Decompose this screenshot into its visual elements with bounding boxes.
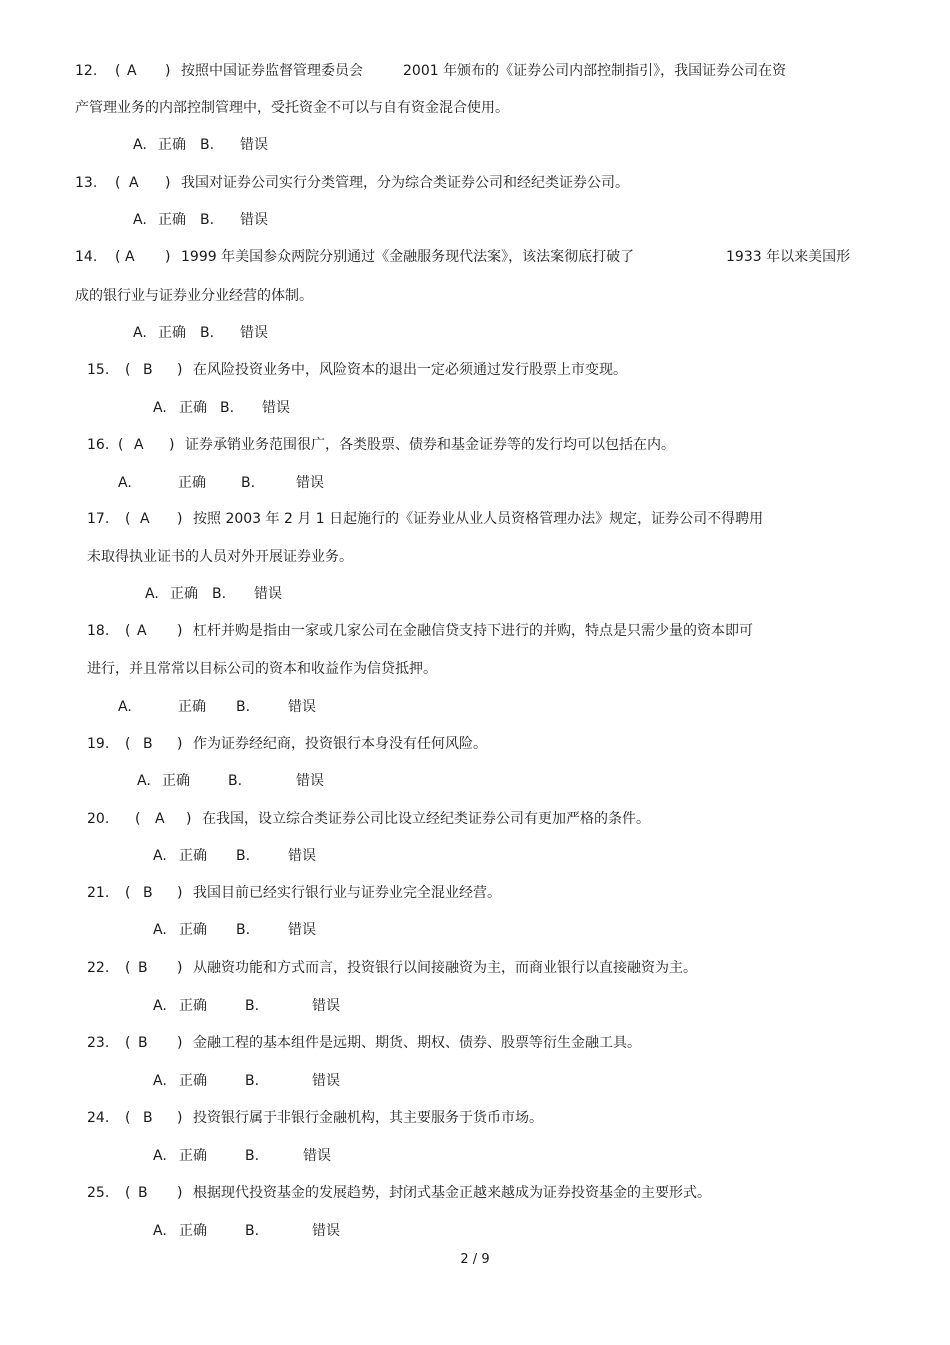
option-a-text: 正确 — [158, 212, 186, 228]
answer-letter: A — [127, 63, 137, 79]
option-b-text: 错误 — [254, 586, 282, 602]
paren-open: ( — [125, 511, 131, 527]
option-b-label: B. — [200, 325, 215, 341]
option-b-text: 错误 — [240, 212, 268, 228]
option-b-label: B. — [245, 1073, 260, 1089]
option-b-text: 错误 — [312, 1223, 340, 1239]
option-b-text: 错误 — [240, 137, 268, 153]
question-number: 25. — [87, 1185, 110, 1201]
question-text: 1933 年以来美国形 — [726, 249, 851, 265]
question-number: 23. — [87, 1035, 110, 1051]
question-text-continuation: 未取得执业证书的人员对外开展证券业务。 — [87, 549, 353, 565]
paren-open: ( — [125, 1035, 131, 1051]
option-a-text: 正确 — [178, 475, 206, 491]
option-b-text: 错误 — [303, 1148, 331, 1164]
option-a-label: A. — [153, 922, 167, 938]
question-number: 13. — [75, 175, 98, 191]
paren-close: ) — [177, 1185, 183, 1201]
answer-letter: B — [138, 1035, 148, 1051]
answer-letter: A — [137, 623, 147, 639]
option-a-label: A. — [153, 1223, 167, 1239]
question-number: 14. — [75, 249, 98, 265]
option-a-label: A. — [153, 998, 167, 1014]
answer-letter: A — [155, 811, 165, 827]
paren-close: ) — [169, 437, 175, 453]
option-b-label: B. — [220, 400, 235, 416]
option-a-text: 正确 — [158, 325, 186, 341]
paren-close: ) — [177, 623, 183, 639]
paren-open: ( — [125, 623, 131, 639]
option-a-text: 正确 — [162, 773, 190, 789]
option-a-label: A. — [133, 325, 147, 341]
question-number: 18. — [87, 623, 110, 639]
paren-open: ( — [115, 249, 121, 265]
option-b-text: 错误 — [296, 475, 324, 491]
option-b-label: B. — [228, 773, 243, 789]
paren-close: ) — [165, 249, 171, 265]
answer-letter: B — [143, 885, 153, 901]
question-text: 1999 年美国参众两院分别通过《金融服务现代法案》，该法案彻底打破了 — [181, 249, 635, 265]
option-a-label: A. — [118, 699, 132, 715]
option-a-text: 正确 — [179, 400, 207, 416]
paren-close: ) — [177, 1035, 183, 1051]
option-b-text: 错误 — [312, 998, 340, 1014]
question-number: 22. — [87, 960, 110, 976]
option-b-label: B. — [212, 586, 227, 602]
paren-open: ( — [125, 960, 131, 976]
question-text: 证券承销业务范围很广，各类股票、债券和基金证券等的发行均可以包括在内。 — [185, 437, 675, 453]
option-a-label: A. — [133, 137, 147, 153]
paren-open: ( — [135, 811, 141, 827]
answer-letter: A — [125, 249, 135, 265]
question-number: 19. — [87, 736, 110, 752]
option-a-text: 正确 — [179, 922, 207, 938]
option-b-text: 错误 — [312, 1073, 340, 1089]
answer-letter: B — [143, 362, 153, 378]
paren-close: ) — [177, 1110, 183, 1126]
question-text: 从融资功能和方式而言，投资银行以间接融资为主，而商业银行以直接融资为主。 — [193, 960, 697, 976]
option-b-label: B. — [236, 699, 251, 715]
question-text: 我国对证券公司实行分类管理，分为综合类证券公司和经纪类证券公司。 — [181, 175, 629, 191]
option-b-text: 错误 — [262, 400, 290, 416]
question-number: 24. — [87, 1110, 110, 1126]
paren-close: ) — [186, 811, 192, 827]
option-b-text: 错误 — [288, 699, 316, 715]
paren-open: ( — [125, 885, 131, 901]
question-number: 17. — [87, 511, 110, 527]
paren-open: ( — [125, 736, 131, 752]
option-a-label: A. — [133, 212, 147, 228]
option-a-label: A. — [137, 773, 151, 789]
option-a-label: A. — [153, 848, 167, 864]
option-b-text: 错误 — [296, 773, 324, 789]
question-text: 作为证券经纪商，投资银行本身没有任何风险。 — [193, 736, 487, 752]
question-text: 在我国，设立综合类证券公司比设立经纪类证券公司有更加严格的条件。 — [202, 811, 650, 827]
paren-open: ( — [125, 1110, 131, 1126]
option-a-label: A. — [118, 475, 132, 491]
option-b-label: B. — [245, 1223, 260, 1239]
question-text: 杠杆并购是指由一家或几家公司在金融信贷支持下进行的并购，特点是只需少量的资本即可 — [193, 623, 753, 639]
option-b-label: B. — [245, 998, 260, 1014]
question-text-continuation: 进行，并且常常以目标公司的资本和收益作为信贷抵押。 — [87, 661, 437, 677]
option-b-label: B. — [245, 1148, 260, 1164]
option-a-text: 正确 — [179, 1073, 207, 1089]
paren-close: ) — [177, 960, 183, 976]
option-a-text: 正确 — [179, 1148, 207, 1164]
option-b-label: B. — [236, 848, 251, 864]
question-number: 20. — [87, 811, 110, 827]
question-text: 按照中国证券监督管理委员会 — [181, 63, 363, 79]
option-a-text: 正确 — [179, 848, 207, 864]
option-a-label: A. — [145, 586, 159, 602]
paren-open: ( — [118, 437, 124, 453]
paren-open: ( — [125, 362, 131, 378]
answer-letter: B — [138, 960, 148, 976]
paren-open: ( — [115, 175, 121, 191]
question-text: 根据现代投资基金的发展趋势，封闭式基金正越来越成为证券投资基金的主要形式。 — [193, 1185, 711, 1201]
answer-letter: A — [129, 175, 139, 191]
question-number: 21. — [87, 885, 110, 901]
answer-letter: B — [143, 1110, 153, 1126]
option-a-label: A. — [153, 400, 167, 416]
paren-close: ) — [165, 175, 171, 191]
question-text-continuation: 产管理业务的内部控制管理中，受托资金不可以与自有资金混合使用。 — [75, 100, 509, 116]
question-text: 按照 2003 年 2 月 1 日起施行的《证券业从业人员资格管理办法》规定，证券公司不得聘用 — [193, 511, 764, 527]
paren-open: ( — [115, 63, 121, 79]
option-a-text: 正确 — [178, 699, 206, 715]
option-a-label: A. — [153, 1073, 167, 1089]
option-a-text: 正确 — [179, 1223, 207, 1239]
question-text: 我国目前已经实行银行业与证券业完全混业经营。 — [193, 885, 501, 901]
option-b-label: B. — [200, 212, 215, 228]
answer-letter: A — [134, 437, 144, 453]
option-b-text: 错误 — [240, 325, 268, 341]
question-text: 金融工程的基本组件是远期、期货、期权、债券、股票等衍生金融工具。 — [193, 1035, 641, 1051]
option-a-text: 正确 — [179, 998, 207, 1014]
paren-close: ) — [177, 511, 183, 527]
answer-letter: B — [143, 736, 153, 752]
question-number: 12. — [75, 63, 98, 79]
answer-letter: B — [138, 1185, 148, 1201]
option-b-label: B. — [241, 475, 256, 491]
question-text: 2001 年颁布的《证券公司内部控制指引》，我国证券公司在资 — [403, 63, 787, 79]
option-b-text: 错误 — [288, 922, 316, 938]
question-number: 15. — [87, 362, 110, 378]
option-a-text: 正确 — [158, 137, 186, 153]
paren-close: ) — [165, 63, 171, 79]
paren-close: ) — [177, 362, 183, 378]
answer-letter: A — [140, 511, 150, 527]
paren-open: ( — [125, 1185, 131, 1201]
paren-close: ) — [177, 736, 183, 752]
option-b-text: 错误 — [288, 848, 316, 864]
option-a-text: 正确 — [170, 586, 198, 602]
option-b-label: B. — [236, 922, 251, 938]
question-number: 16. — [87, 437, 110, 453]
question-text-continuation: 成的银行业与证券业分业经营的体制。 — [75, 288, 313, 304]
question-text: 投资银行属于非银行金融机构，其主要服务于货币市场。 — [193, 1110, 543, 1126]
paren-close: ) — [177, 885, 183, 901]
question-text: 在风险投资业务中，风险资本的退出一定必须通过发行股票上市变现。 — [193, 362, 627, 378]
page-number: 2 / 9 — [460, 1252, 490, 1267]
option-b-label: B. — [200, 137, 215, 153]
option-a-label: A. — [153, 1148, 167, 1164]
